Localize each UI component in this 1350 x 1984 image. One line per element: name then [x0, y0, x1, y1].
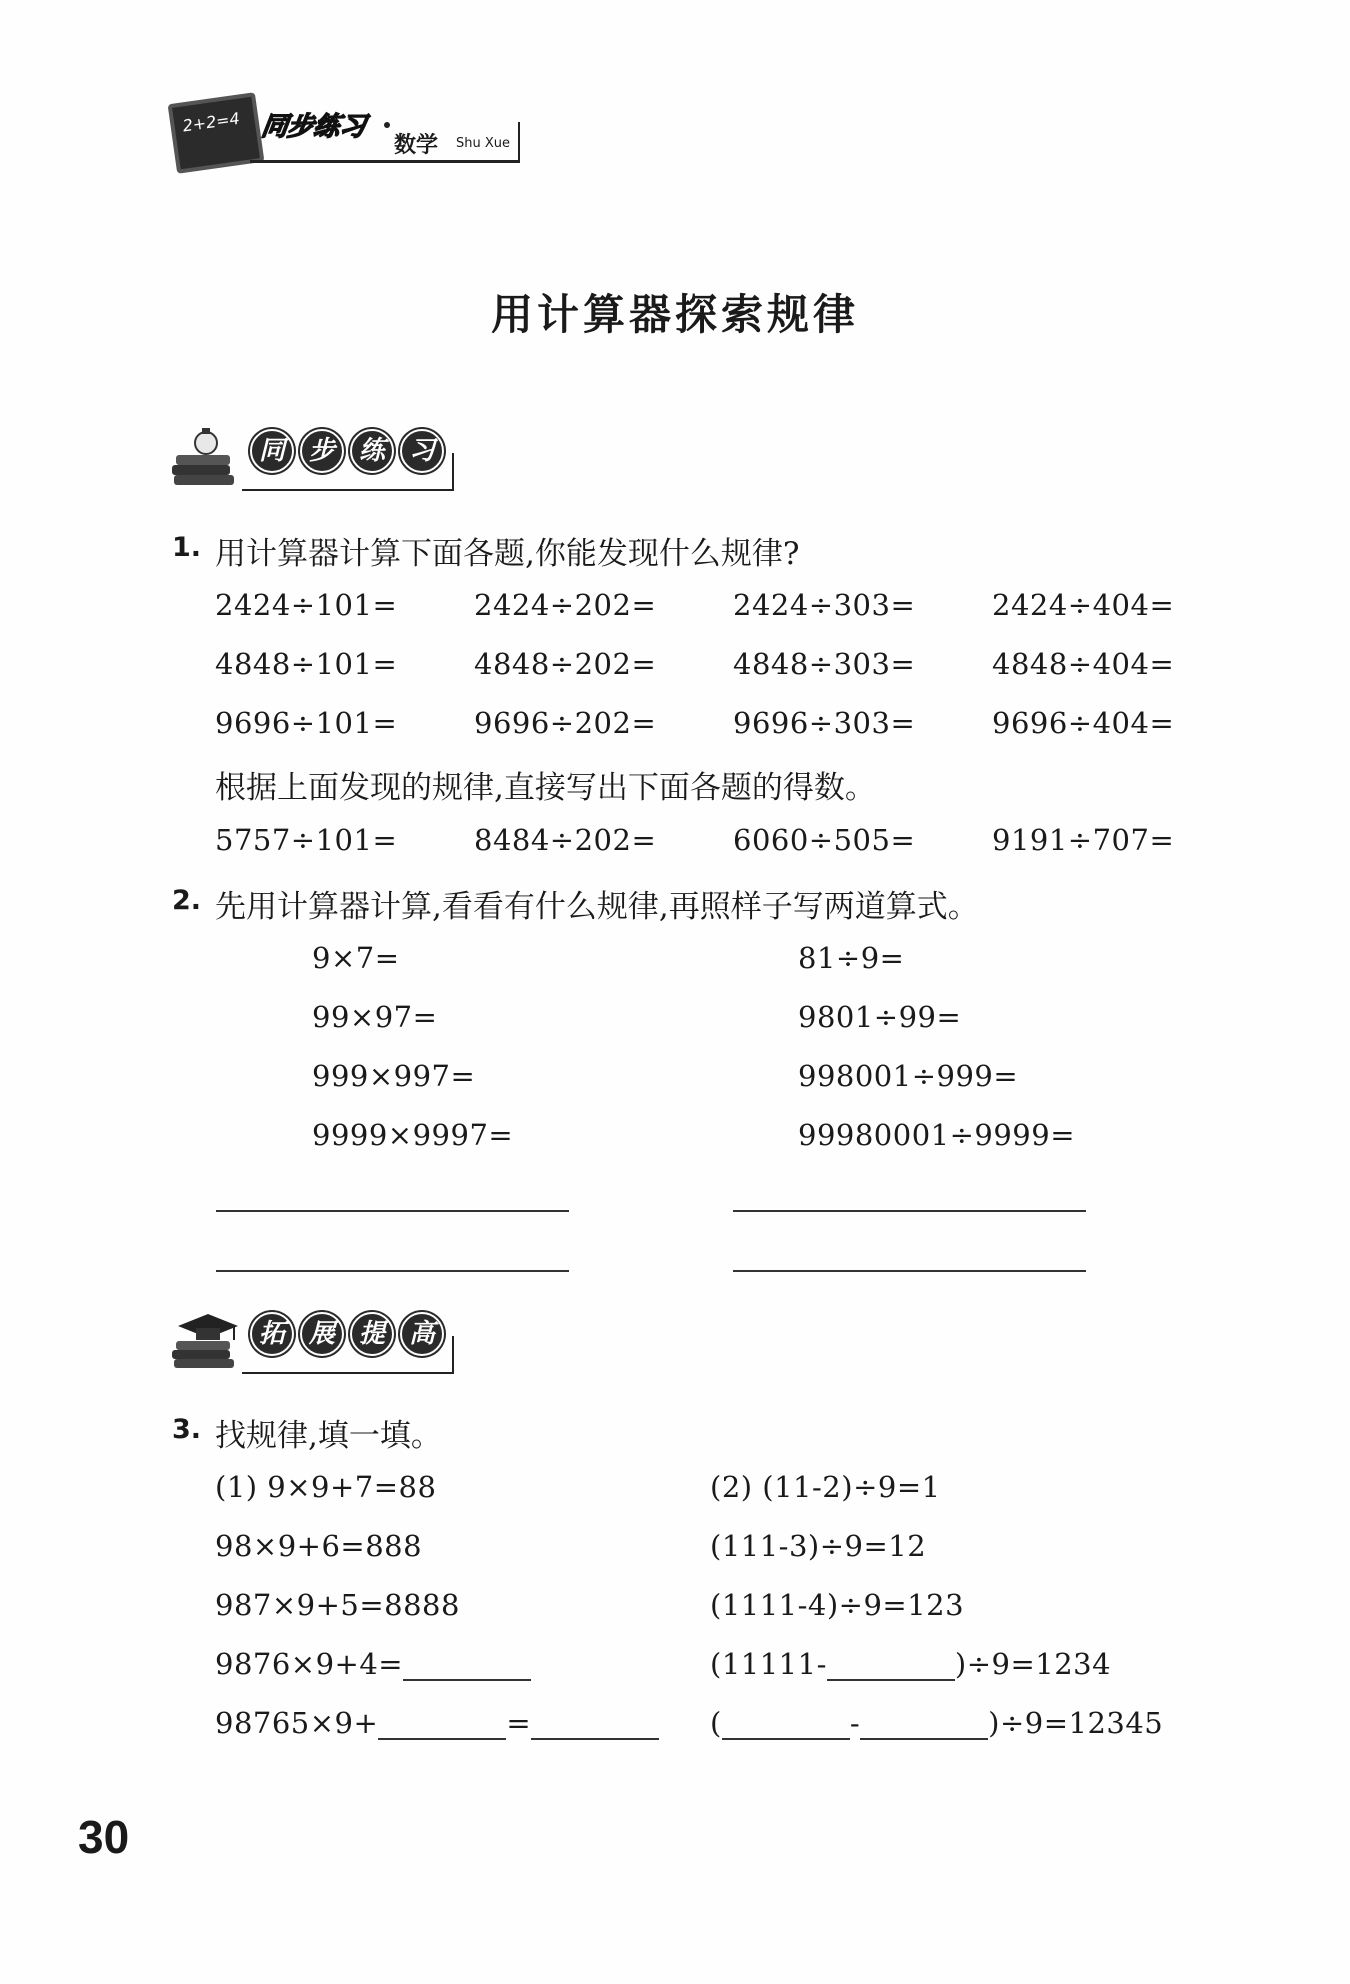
answer-line[interactable] [733, 1210, 1086, 1212]
equation: 99980001÷9999= [798, 1118, 1076, 1152]
books-bulb-icon [170, 425, 242, 489]
answer-line[interactable] [216, 1270, 569, 1272]
equation: 2424÷101= [215, 588, 398, 622]
equation: 6060÷505= [733, 823, 916, 857]
equation: 9×7= [312, 941, 400, 975]
equation-text: (11111- [710, 1647, 827, 1681]
equation: 9696÷101= [215, 706, 398, 740]
subject-label: 数学 [394, 133, 439, 158]
equation: 5757÷101= [215, 823, 398, 857]
equation: 99×97= [312, 1000, 438, 1034]
question-followup: 根据上面发现的规律,直接写出下面各题的得数。 [215, 770, 876, 806]
section-extension-badge [170, 1298, 470, 1378]
equation: 4848÷404= [992, 647, 1175, 681]
equation: 98×9+6=888 [215, 1529, 423, 1563]
section-char: 步 [300, 429, 344, 473]
equation: 999×997= [312, 1059, 476, 1093]
equation-with-blank [710, 1706, 1163, 1740]
equation-text: 9876×9+4= [215, 1647, 404, 1681]
equation: 2424÷202= [474, 588, 657, 622]
equation: 9696÷303= [733, 706, 916, 740]
question-number: 1. [172, 532, 202, 563]
chalkboard-text: 2+2=4 [181, 108, 241, 136]
blank-field[interactable] [827, 1649, 955, 1681]
question-number: 2. [172, 885, 202, 916]
equation-text: ( [710, 1706, 722, 1740]
section-char: 提 [350, 1312, 394, 1356]
section-char: 展 [300, 1312, 344, 1356]
section-title [250, 1312, 444, 1356]
blank-field[interactable] [378, 1708, 506, 1740]
section-char: 拓 [250, 1312, 294, 1356]
equation: 8484÷202= [474, 823, 657, 857]
equation: 9191÷707= [992, 823, 1175, 857]
section-title [250, 429, 444, 473]
equation: 9999×9997= [312, 1118, 514, 1152]
equation: (1) 9×9+7=88 [215, 1470, 437, 1504]
question-number: 3. [172, 1414, 202, 1445]
equation-text: )÷9=1234 [954, 1647, 1112, 1681]
equation-text: = [506, 1706, 532, 1740]
equation: (1111-4)÷9=123 [710, 1588, 965, 1622]
graduation-cap-books-icon [170, 1308, 242, 1372]
equation: 998001÷999= [798, 1059, 1019, 1093]
series-title: 同步练习 [259, 112, 368, 142]
blank-field[interactable] [722, 1708, 850, 1740]
equation: 9696÷202= [474, 706, 657, 740]
section-char: 习 [400, 429, 444, 473]
blank-field[interactable] [531, 1708, 659, 1740]
equation: 4848÷202= [474, 647, 657, 681]
blank-field[interactable] [403, 1649, 531, 1681]
blank-field[interactable] [860, 1708, 988, 1740]
question-prompt: 找规律,填一填。 [215, 1418, 442, 1454]
subject-pinyin: Shu Xue [456, 136, 511, 151]
equation: 4848÷101= [215, 647, 398, 681]
equation-text: )÷9=12345 [988, 1706, 1164, 1740]
equation-with-blank [710, 1647, 1111, 1681]
equation-with-blank [215, 1706, 659, 1740]
equation: 987×9+5=8888 [215, 1588, 460, 1622]
question-prompt: 用计算器计算下面各题,你能发现什么规律? [215, 536, 800, 572]
equation: (2) (11-2)÷9=1 [710, 1470, 941, 1504]
question-prompt: 先用计算器计算,看看有什么规律,再照样子写两道算式。 [215, 889, 979, 925]
equation-with-blank [215, 1647, 531, 1681]
answer-line[interactable] [733, 1270, 1086, 1272]
equation: 2424÷303= [733, 588, 916, 622]
equation-text: 98765×9+ [215, 1706, 379, 1740]
answer-line[interactable] [216, 1210, 569, 1212]
section-char: 练 [350, 429, 394, 473]
separator-dot [384, 122, 390, 128]
equation: 81÷9= [798, 941, 905, 975]
section-char: 高 [400, 1312, 444, 1356]
page-title: 用计算器探索规律 [490, 290, 859, 339]
equation: 9696÷404= [992, 706, 1175, 740]
equation: 2424÷404= [992, 588, 1175, 622]
page-number: 30 [78, 1811, 130, 1863]
equation: (111-3)÷9=12 [710, 1529, 927, 1563]
equation: 4848÷303= [733, 647, 916, 681]
equation-text: - [849, 1706, 861, 1740]
section-practice-badge [170, 415, 470, 495]
section-char: 同 [250, 429, 294, 473]
equation: 9801÷99= [798, 1000, 962, 1034]
header-badge [172, 92, 522, 172]
